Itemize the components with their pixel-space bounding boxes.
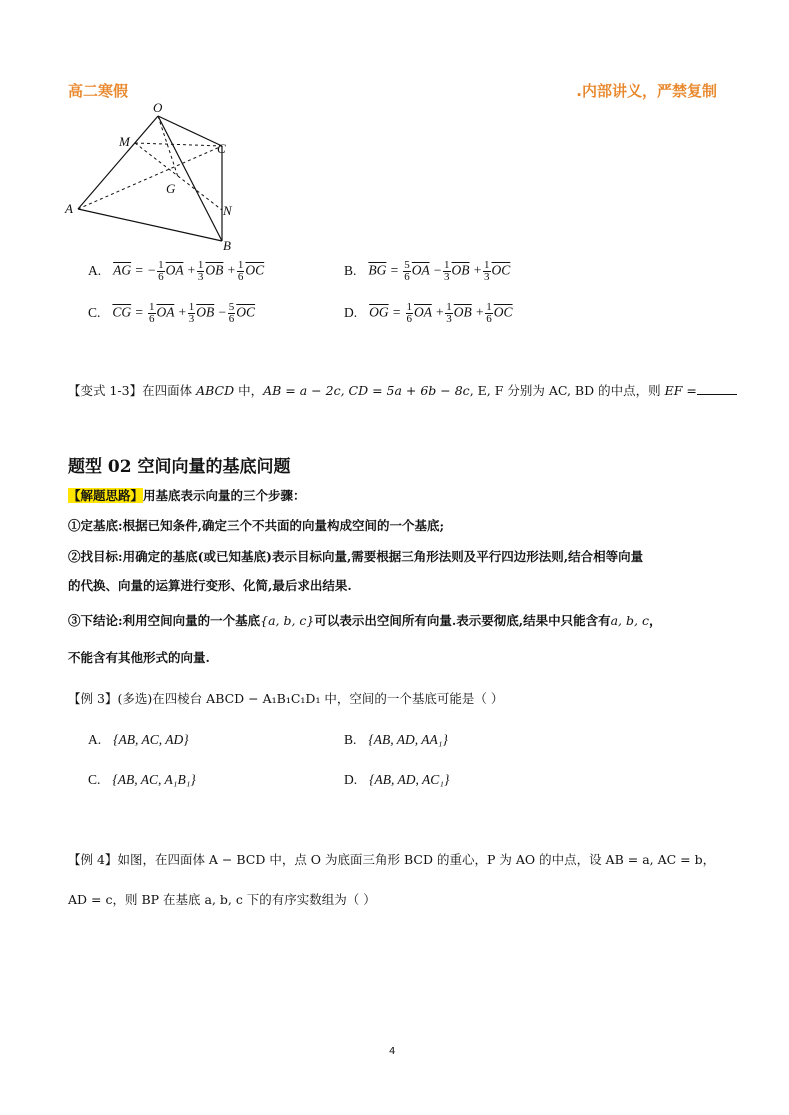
ex3-option-b[interactable]: B. {AB, AD, AA₁} bbox=[344, 732, 448, 747]
edge-AB bbox=[78, 209, 222, 241]
tip-tag: 【解题思路】 bbox=[68, 488, 144, 503]
step-3-line1: ③下结论:利用空间向量的一个基底{a, b, c}可以表示出空间所有向量.表示要彻底,结果中只能含有a, b, c， bbox=[68, 613, 662, 628]
header-left: 高二寒假 bbox=[68, 82, 129, 100]
ex3-option-c[interactable]: C. {AB, AC, A₁B₁} bbox=[88, 772, 196, 787]
variant-1-3: 【变式 1-3】在四面体 ABCD 中，AB = a − 2c, CD = 5a + 6b − 8c, E, F 分别为 AC, BD 的中点，则 EF = bbox=[68, 381, 737, 399]
edge-OC bbox=[158, 116, 222, 146]
segment-MC-dashed bbox=[135, 143, 222, 146]
q1-option-b[interactable]: B. $\overline{BG}$ = $\frac{5}{6}$ $\overline{OA}$ − $\frac{1}{3}$ $\overline{OB}$ + $\frac{1}{3}$ $\overline{OC}$ bbox=[344, 259, 511, 283]
basis-vars: a, b, c bbox=[610, 613, 649, 628]
example-4-line2: AD = c，则 BP 在基底 a, b, c 下的有序实数组为（ ） bbox=[68, 892, 376, 907]
label-M: M bbox=[119, 134, 130, 149]
example-4-line1: 【例 4】如图，在四面体 A − BCD 中，点 O 为底面三角形 BCD 的重心，P 为 AO 的中点，设 AB = a, AC = b， bbox=[68, 852, 716, 867]
ex3-option-d[interactable]: D. {AB, AD, AC₁} bbox=[344, 772, 450, 787]
section-title: 题型 02 空间向量的基底问题 bbox=[68, 457, 291, 477]
label-G: G bbox=[166, 181, 176, 196]
ex3-option-a[interactable]: A. {AB, AC, AD} bbox=[88, 732, 189, 747]
answer-blank[interactable] bbox=[697, 382, 737, 395]
label-C: C bbox=[217, 141, 226, 156]
edge-OB bbox=[158, 116, 222, 241]
q1-option-d[interactable]: D. $\overline{OG}$ = $\frac{1}{6}$ $\overline{OA}$ + $\frac{1}{3}$ $\overline{OB}$ + $\frac{1}{6}$ $\overline{OC}$ bbox=[344, 301, 513, 325]
q1-option-a[interactable]: A. $\overline{AG}$ = − $\frac{1}{6}$ $\overline{OA}$ + $\frac{1}{3}$ $\overline{OB}$ + $\frac{1}{6}$ $\overline{OC}$ bbox=[88, 259, 265, 283]
q1-option-c[interactable]: C. $\overline{CG}$ = $\frac{1}{6}$ $\overline{OA}$ + $\frac{1}{3}$ $\overline{OB}$ − $\frac{5}{6}$ $\overline{OC}$ bbox=[88, 301, 256, 325]
page-number: 4 bbox=[389, 1046, 396, 1057]
step-2-line1: ②找目标:用确定的基底(或已知基底)表示目标向量,需要根据三角形法则及平行四边形法则,结合相等向量 bbox=[68, 549, 644, 564]
label-A: A bbox=[65, 201, 73, 216]
step-2-line2: 的代换、向量的运算进行变形、化简,最后求出结果. bbox=[68, 578, 352, 593]
label-O: O bbox=[153, 100, 163, 115]
basis-set: {a, b, c} bbox=[260, 613, 315, 628]
header-right: .内部讲义，严禁复制 bbox=[576, 82, 717, 100]
step-1: ①定基底:根据已知条件,确定三个不共面的向量构成空间的一个基底; bbox=[68, 518, 445, 533]
label-B: B bbox=[223, 238, 231, 253]
tetrahedron-figure bbox=[60, 98, 250, 258]
solution-tip: 【解题思路】用基底表示向量的三个步骤： bbox=[68, 488, 306, 503]
label-N: N bbox=[223, 203, 232, 218]
step-3-line2: 不能含有其他形式的向量. bbox=[68, 650, 210, 665]
example-3: 【例 3】(多选)在四棱台 ABCD − A₁B₁C₁D₁ 中，空间的一个基底可能是（ ） bbox=[68, 691, 504, 706]
variant-formula: AB = a − 2c, CD = 5a + 6b − 8c bbox=[263, 383, 470, 398]
segment-MN-dashed bbox=[135, 143, 222, 210]
segment-OG-dashed bbox=[158, 116, 178, 177]
edge-OA bbox=[78, 116, 158, 209]
